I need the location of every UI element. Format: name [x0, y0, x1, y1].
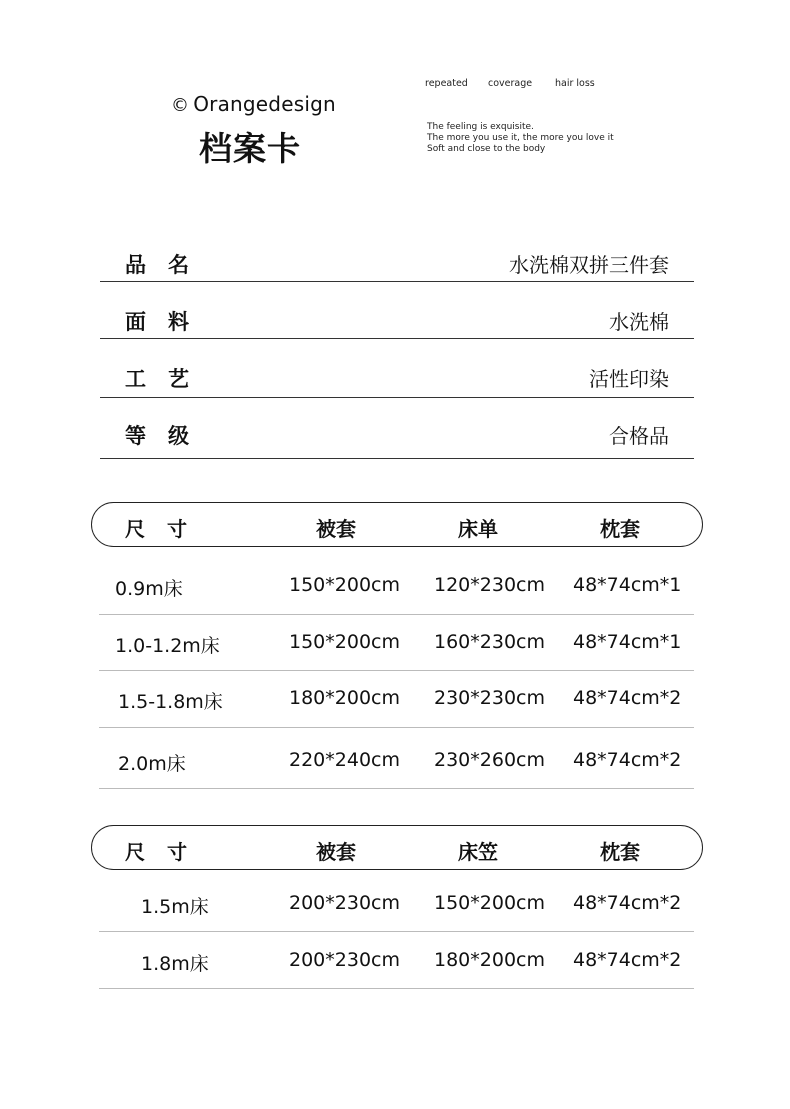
tagline-line: Soft and close to the body [427, 144, 546, 154]
info-row-fabric [100, 282, 694, 339]
header-duvet-cover: 被套 [316, 517, 356, 541]
cell-size: 1.5-1.8m床 [118, 691, 223, 713]
tagline-line: The feeling is exquisite. [427, 122, 534, 132]
cell-bed-sheet: 230*230cm [434, 687, 545, 709]
header-bed-sheet: 床单 [458, 517, 498, 541]
cell-pillowcase: 48*74cm*2 [573, 892, 682, 914]
tagline [427, 122, 614, 155]
header-pillowcase: 枕套 [600, 517, 640, 541]
header-fitted-sheet: 床笠 [458, 840, 498, 864]
table-row [99, 558, 694, 615]
header-size: 尺寸 [125, 517, 209, 541]
info-label: 等级 [125, 424, 211, 448]
info-row-craft [100, 339, 694, 398]
cell-size: 1.0-1.2m床 [115, 635, 220, 657]
cell-duvet-cover: 150*200cm [289, 574, 400, 596]
brand-text: Orangedesign [193, 92, 336, 116]
card-title: 档案卡 [199, 129, 301, 168]
info-label: 工艺 [125, 367, 211, 391]
brand-name [171, 92, 336, 116]
size-table-header [91, 825, 703, 870]
cell-pillowcase: 48*74cm*2 [573, 749, 682, 771]
table-row [99, 615, 694, 671]
info-value: 水洗棉双拼三件套 [509, 253, 669, 277]
info-value: 合格品 [609, 424, 669, 448]
cell-pillowcase: 48*74cm*1 [573, 631, 682, 653]
cell-size: 2.0m床 [118, 753, 186, 775]
info-label: 品名 [125, 253, 211, 277]
size-table-header [91, 502, 703, 547]
table-row [99, 671, 694, 728]
header-duvet-cover: 被套 [316, 840, 356, 864]
table-row [99, 932, 694, 989]
tag-repeated: repeated [425, 78, 468, 89]
tag-hair-loss: hair loss [555, 78, 595, 89]
cell-bed-sheet: 230*260cm [434, 749, 545, 771]
info-value: 活性印染 [589, 367, 669, 391]
cell-size: 1.8m床 [141, 953, 209, 975]
tagline-line: The more you use it, the more you love it [427, 133, 614, 143]
cell-duvet-cover: 200*230cm [289, 949, 400, 971]
table-row [99, 728, 694, 789]
cell-pillowcase: 48*74cm*1 [573, 574, 682, 596]
info-label: 面料 [125, 310, 211, 334]
cell-size: 1.5m床 [141, 896, 209, 918]
tag-coverage: coverage [488, 78, 533, 89]
cell-duvet-cover: 220*240cm [289, 749, 400, 771]
cell-bed-sheet: 120*230cm [434, 574, 545, 596]
cell-duvet-cover: 200*230cm [289, 892, 400, 914]
header-pillowcase: 枕套 [600, 840, 640, 864]
info-row-grade [100, 398, 694, 459]
info-row-product-name [100, 240, 694, 282]
table-row [99, 875, 694, 932]
cell-size: 0.9m床 [115, 578, 183, 600]
info-value: 水洗棉 [609, 310, 669, 334]
cell-duvet-cover: 150*200cm [289, 631, 400, 653]
cell-pillowcase: 48*74cm*2 [573, 687, 682, 709]
cell-pillowcase: 48*74cm*2 [573, 949, 682, 971]
cell-fitted-sheet: 150*200cm [434, 892, 545, 914]
cell-duvet-cover: 180*200cm [289, 687, 400, 709]
cell-fitted-sheet: 180*200cm [434, 949, 545, 971]
copyright-symbol: © [171, 95, 190, 116]
header-size: 尺寸 [125, 840, 209, 864]
cell-bed-sheet: 160*230cm [434, 631, 545, 653]
